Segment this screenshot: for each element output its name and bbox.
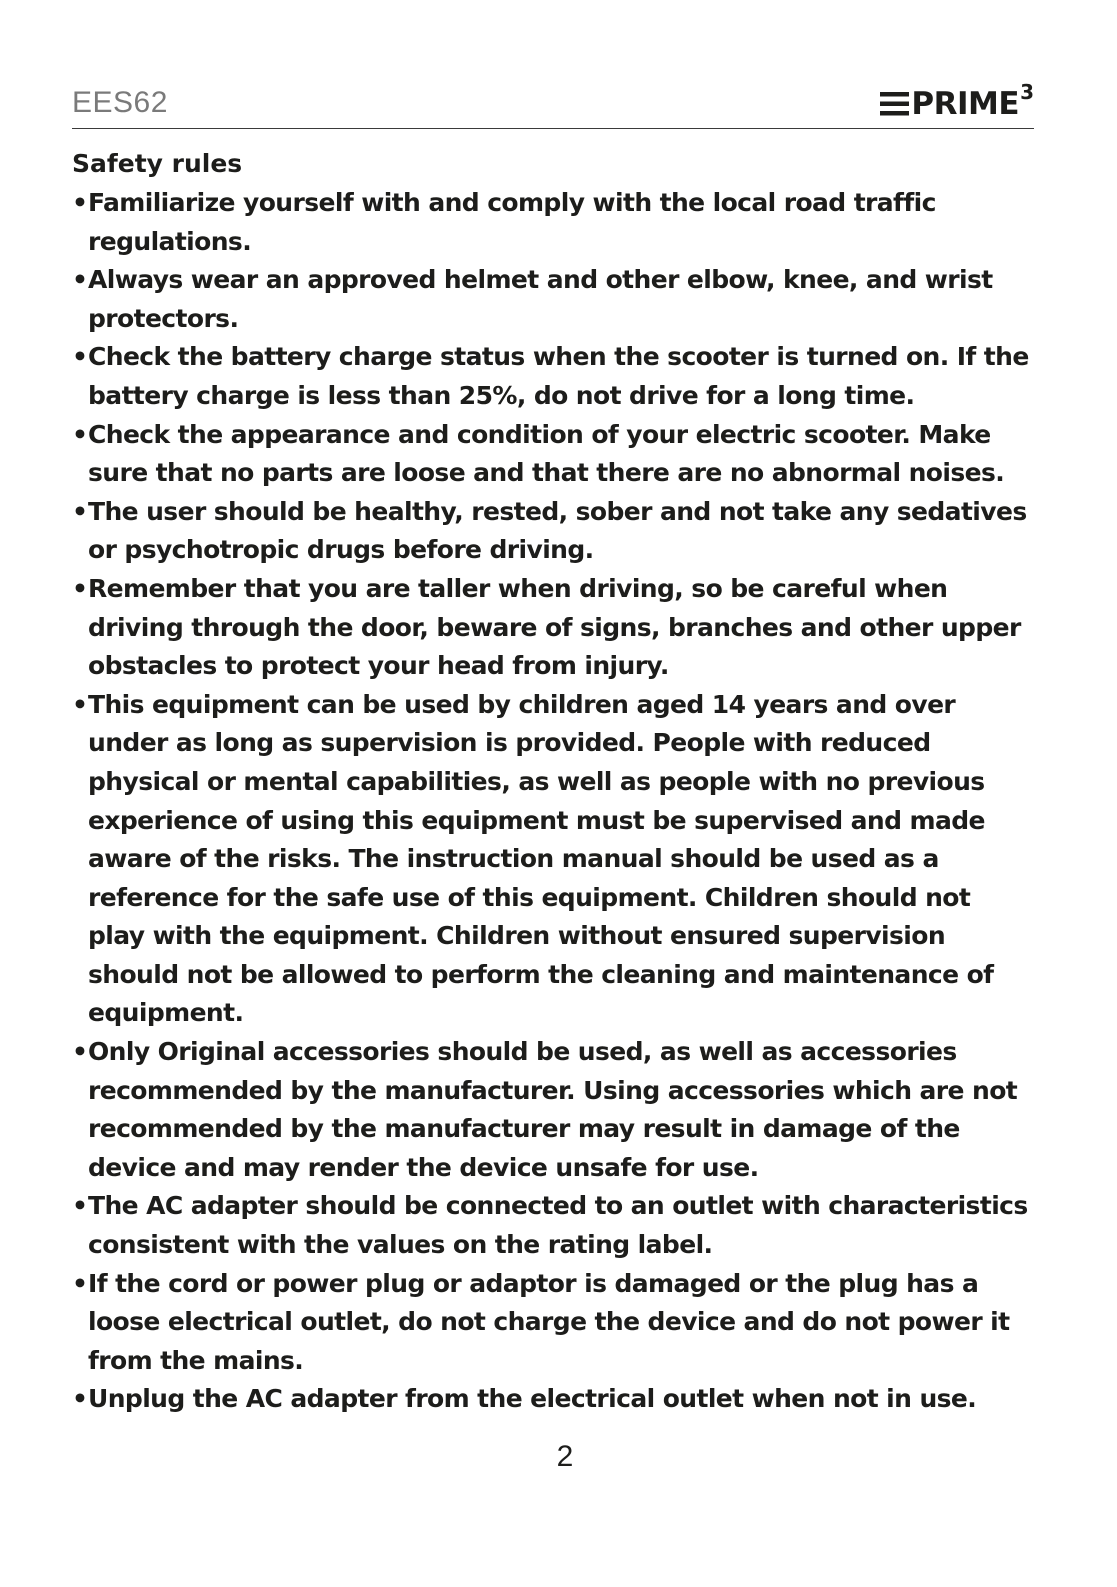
bullet-icon: • (72, 573, 88, 603)
rule-text: If the cord or power plug or adaptor is damaged or the plug has a loose electrical outlet, do not charge the device and do not power it from the mains. (88, 1268, 1010, 1375)
rule-text: Always wear an approved helmet and other elbow, knee, and wrist protectors. (88, 265, 993, 333)
bullet-icon: • (72, 1268, 88, 1298)
bullet-icon: • (72, 689, 88, 719)
rule-text: Check the appearance and condition of your electric scooter. Make sure that no parts are loose and that there are no abnormal noises. (88, 419, 1005, 488)
rule-text: Check the battery charge status when the scooter is turned on. If the battery charge is less than 25%, do not drive for a long time. (88, 342, 1029, 410)
bullet-icon: • (72, 1191, 88, 1221)
main-content (72, 144, 1032, 1419)
bullet-icon: • (72, 342, 88, 372)
list-item (72, 261, 1032, 338)
safety-rules-list (72, 184, 1032, 1419)
list-item (72, 1265, 1032, 1381)
rule-text: Only Original accessories should be used, as well as accessories recommended by the manufacturer. Using accessories which are not recommended by the manufacturer may result in damage of the device and may render the device unsafe for use. (88, 1037, 1018, 1182)
rule-text: The AC adapter should be connected to an outlet with characteristics consistent with the values on the rating label. (88, 1191, 1028, 1260)
bullet-icon: • (72, 265, 88, 295)
list-item (72, 1380, 1032, 1419)
brand-logo (880, 82, 1034, 122)
rule-text: Unplug the AC adapter from the electrical outlet when not in use. (88, 1384, 977, 1414)
bullet-icon: • (72, 496, 88, 526)
model-number: EES62 (72, 86, 168, 119)
bullet-icon: • (72, 188, 88, 217)
list-item (72, 493, 1032, 570)
page-header (72, 80, 1034, 129)
page-number: 2 (556, 1440, 574, 1473)
list-item (72, 1033, 1032, 1187)
list-item (72, 686, 1032, 1033)
bullet-icon: • (72, 1384, 88, 1414)
brand-superscript: 3 (1020, 80, 1034, 104)
list-item (72, 416, 1032, 493)
section-title: Safety rules (72, 149, 243, 178)
brand-name: PRIME (911, 86, 1020, 122)
rule-text: This equipment can be used by children aged 14 years and over under as long as supervision is provided. People with reduced physical or mental capabilities, as well as people with no previous experience of using this equipment must be supervised and made aware of the risks. The instruction manual should be used as a reference for the safe use of this equipment. Children should not play with the equipment. Children without ensured supervision should not be allowed to perform the cleaning and maintenance of equipment. (88, 689, 994, 1028)
list-item (72, 1187, 1032, 1264)
rule-text: The user should be healthy, rested, sober and not take any sedatives or psychotropic drugs before driving. (88, 496, 1027, 565)
rule-text: Remember that you are taller when driving, so be careful when driving through the door, beware of signs, branches and other upper obstacles to protect your head from injury. (88, 573, 1021, 681)
rule-text: Familiarize yourself with and comply with the local road traffic regulations. (88, 188, 936, 256)
list-item (72, 570, 1032, 686)
bullet-icon: • (72, 1037, 88, 1067)
list-item (72, 184, 1032, 261)
list-item (72, 338, 1032, 415)
bullet-icon: • (72, 419, 88, 449)
logo-bars-icon (880, 92, 909, 116)
